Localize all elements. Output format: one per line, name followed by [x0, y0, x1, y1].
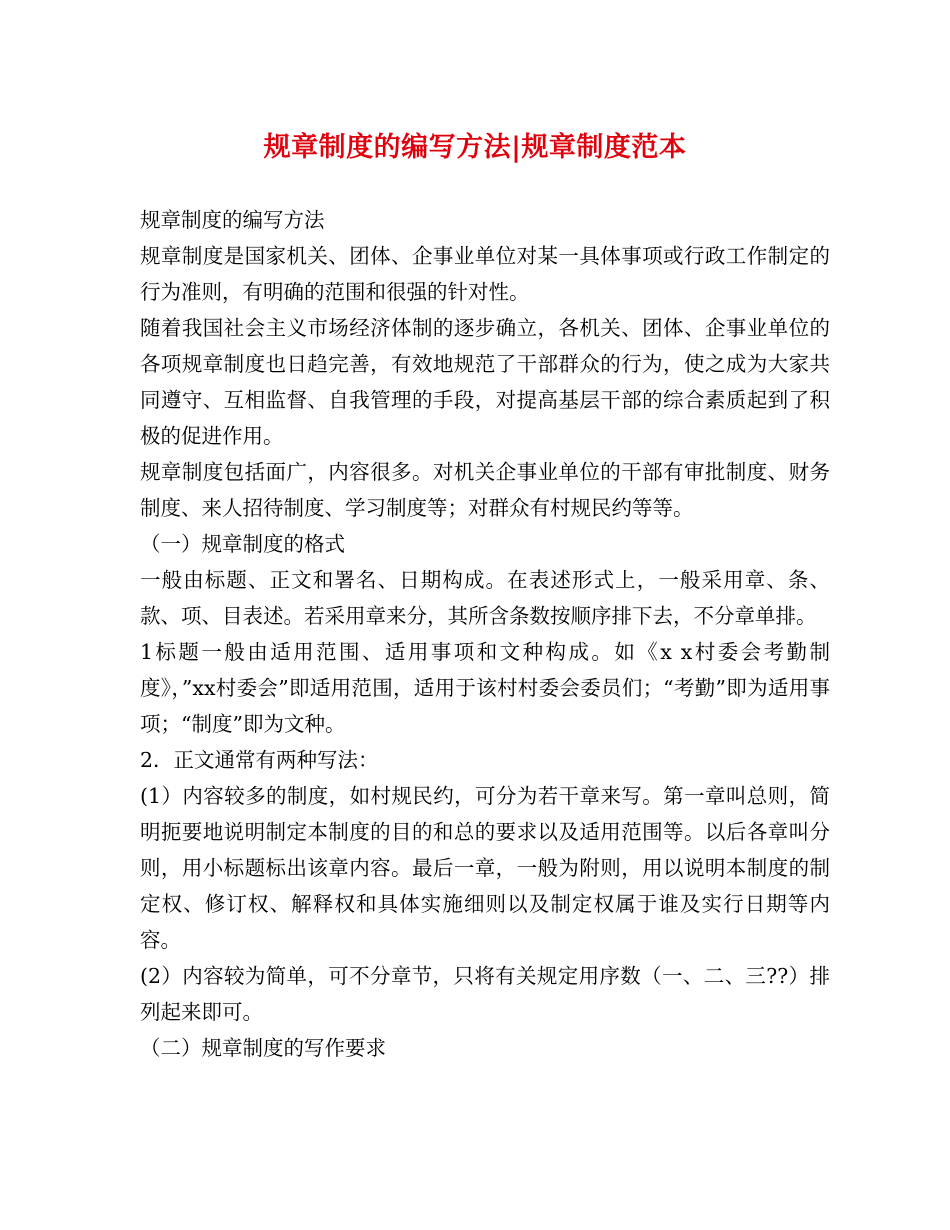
- document-title: 规章制度的编写方法|规章制度范本: [263, 132, 687, 163]
- paragraph-requirements-heading: （二）规章制度的写作要求: [140, 1036, 386, 1060]
- paragraph-background: 随着我国社会主义市场经济体制的逐步确立，各机关、团体、企事业单位的各项规章制度也日趋完善，有效地规范了干部群众的行为，使之成为大家共同遵守、互相监督、自我管理的手段，对提高基层干部的综合素质起到了积极的促进作用。: [140, 316, 830, 448]
- paragraph-scope: 规章制度包括面广，内容很多。对机关企事业单位的干部有审批制度、财务制度、来人招待制度、学习制度等；对群众有村规民约等等。: [140, 460, 830, 520]
- paragraph-format-body: 一般由标题、正文和署名、日期构成。在表述形式上，一般采用章、条、款、项、目表述。若采用章来分，其所含条数按顺序排下去，不分章单排。: [140, 568, 830, 628]
- paragraph-method-two: (2）内容较为简单，可不分章节，只将有关规定用序数（一、二、三??）排列起来即可。: [140, 964, 830, 1024]
- paragraph-section-heading: 规章制度的编写方法: [140, 208, 325, 232]
- paragraph-body-rule: 2．正文通常有两种写法：: [140, 748, 379, 772]
- paragraph-format-heading: （一）规章制度的格式: [140, 532, 345, 556]
- paragraph-definition: 规章制度是国家机关、团体、企事业单位对某一具体事项或行政工作制定的行为准则，有明确的范围和很强的针对性。: [140, 244, 830, 304]
- paragraph-title-rule: 1标题一般由适用范围、适用事项和文种构成。如《x x村委会考勤制度》，”xx村委会”即适用范围，适用于该村村委会委员们；“考勤”即为适用事项；“制度”即为文种。: [140, 640, 830, 736]
- paragraph-method-one: (1）内容较多的制度，如村规民约，可分为若干章来写。第一章叫总则，简明扼要地说明制定本制度的目的和总的要求以及适用范围等。以后各章叫分则，用小标题标出该章内容。最后一章，一般为附则，用以说明本制度的制定权、修订权、解释权和具体实施细则以及制定权属于谁及实行日期等内容。: [140, 784, 830, 952]
- document-body: [140, 202, 830, 1066]
